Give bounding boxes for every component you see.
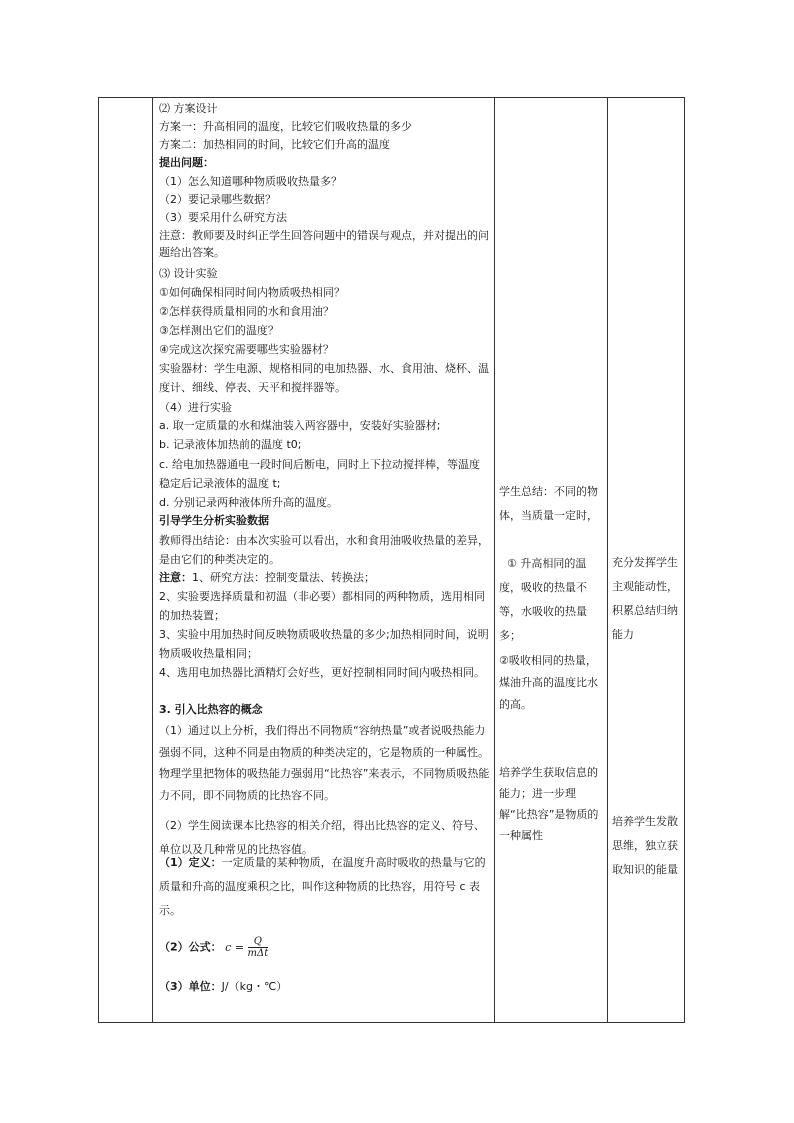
text-line: （4）进行实验: [159, 401, 232, 414]
formula-numerator: Q: [248, 936, 269, 948]
design-intent-column: [612, 98, 684, 1022]
text-paragraph: 3、实验中用加热时间反映物质吸收热量的多少;加热相同时间，说明物质吸收热量相同；: [159, 628, 489, 660]
student-activity-column: [499, 98, 603, 1022]
definition-text: 一定质量的某种物质，在温度升高时吸收的热量与它的质量和升高的温度乘积之比，叫作这种物质的比热容，用符号 c 表示。: [159, 856, 486, 917]
text-paragraph: c. 给电加热器通电一段时间后断电，同时上下拉动搅拌棒，等温度稳定后记录液体的温度 t;: [159, 458, 481, 490]
text-line: ④完成这次探究需要哪些实验器材？: [159, 343, 334, 356]
definition-label: （1）定义：: [159, 856, 222, 869]
unit-label: （3）单位：: [159, 980, 222, 993]
text-line: ②怎样获得质量相同的水和食用油？: [159, 305, 334, 318]
note-label: 注意：: [159, 571, 192, 584]
text-paragraph: 实验器材：学生电源、规格相同的电加热器、水、食用油、烧杯、温度计、细线、停表、天平和搅拌器等。: [159, 362, 489, 394]
column-divider: [494, 98, 495, 1022]
text-paragraph: 注意：教师要及时纠正学生回答问题中的错误与观点，并对提出的问题给出答案。: [159, 229, 489, 259]
text-paragraph: 充分发挥学生主观能动性，积累总结归纳能力: [612, 556, 678, 641]
section-heading: 3. 引入比热容的概念: [159, 703, 263, 716]
unit-line: [159, 978, 491, 994]
text-paragraph: 培养学生获取信息的能力；进一步理解“比热容”是物质的一种属性: [499, 766, 599, 842]
text-paragraph: （1）通过以上分析，我们得出不同物质“容纳热量”或者说吸热能力强弱不同，这种不同是由物质的种类决定的，它是物质的一种属性。物理学里把物体的吸热能力强弱用“比热容”来表示，不同物质吸热能力不同，即不同物质的比热容不同。: [159, 724, 490, 802]
note-text: 1、研究方法：控制变量法、转换法；: [192, 571, 375, 584]
formula-label: （2）公式：: [159, 940, 222, 954]
text-line: ③怎样测出它们的温度？: [159, 324, 279, 337]
text-paragraph: 教师得出结论：由本次实验可以看出，水和食用油吸收热量的差异，是由它们的种类决定的。: [159, 534, 489, 566]
text-paragraph: [159, 851, 491, 923]
lesson-table: [98, 97, 685, 1023]
text-paragraph: 4、选用电加热器比酒精灯会好些，更好控制相同时间内吸热相同。: [159, 666, 485, 679]
text-line: （3）要采用什么研究方法: [159, 211, 287, 224]
text-line: [159, 569, 491, 585]
text-paragraph: 学生总结：不同的物体，当质量一定时，: [499, 485, 598, 522]
text-line: 方案二：加热相同的时间，比较它们升高的温度: [159, 138, 390, 151]
text-paragraph: ②吸收相同的热量，煤油升高的温度比水的高。: [499, 654, 598, 711]
text-line: a. 取一定质量的水和煤油装入两容器中，安装好实验器材;: [159, 419, 441, 432]
text-paragraph: 培养学生发散思维，独立获取知识的能量: [612, 815, 678, 876]
text-line: （1）怎么知道哪种物质吸收热量多？: [159, 175, 342, 188]
formula-fraction: [248, 936, 269, 959]
formula-line: [159, 936, 491, 959]
text-paragraph: 2、实验要选择质量和初温（非必要）都相同的两种物质，选用相同的加热装置；: [159, 590, 485, 622]
text-paragraph: ① 升高相同的温度，吸收的热量不等，水吸收的热量多；: [499, 557, 587, 642]
text-line: 方案一：升高相同的温度，比较它们吸收热量的多少: [159, 120, 412, 133]
text-paragraph: （2）学生阅读课本比热容的相关介绍，得出比热容的定义、符号、单位以及几种常见的比热容值。: [159, 819, 485, 856]
text-line: ⑶ 设计实验: [159, 267, 218, 280]
text-line: ①如何确保相同时间内物质吸热相同？: [159, 286, 345, 299]
teaching-content-column: [159, 98, 491, 1022]
unit-text: J/（kg・℃）: [221, 980, 288, 993]
text-line: （2）要记录哪些数据？: [159, 193, 276, 206]
section-heading: 引导学生分析实验数据: [159, 514, 269, 527]
column-divider: [152, 98, 153, 1022]
section-heading: 提出问题：: [159, 156, 214, 169]
text-line: d. 分别记录两种液体所升高的温度。: [159, 496, 338, 509]
text-line: b. 记录液体加热前的温度 t0;: [159, 438, 302, 451]
formula-lhs: c =: [225, 941, 245, 954]
text-line: ⑵ 方案设计: [159, 102, 218, 115]
column-divider: [607, 98, 608, 1022]
formula-denominator: mΔt: [247, 948, 269, 959]
